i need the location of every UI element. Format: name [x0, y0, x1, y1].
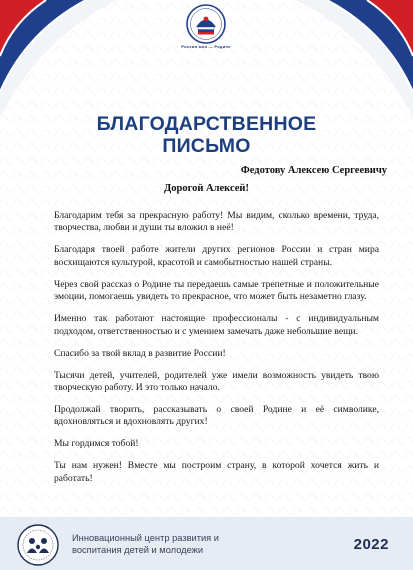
greeting: Дорогой Алексей! — [164, 183, 249, 194]
paragraph: Продолжай творить, рассказывать о своей Родине и её символике, вдохновляться и вдохновлять других! — [54, 404, 379, 428]
paragraph: Именно так работают настоящие профессионалы - с индивидуальным подходом, ответственностью и с умением замечать даже небольшие вещи. — [54, 313, 379, 337]
paragraph: Спасибо за твой вклад в развитие России! — [54, 347, 226, 359]
year-label: 2022 — [353, 536, 389, 553]
paragraph: Мы гордимся тобой! — [54, 438, 139, 450]
organization-name — [72, 532, 262, 556]
paragraph: Благодаря твоей работе жители других регионов России и стран мира восхищаются культурой, красотой и самобытностью нашей страны. — [54, 244, 379, 268]
paragraph: Благодарим тебя за прекрасную работу! Мы видим, сколько времени, труда, творчества, любви и души ты вложил в неё! — [54, 210, 379, 234]
letter-body — [54, 210, 379, 495]
paragraph: Ты нам нужен! Вместе мы построим страну, в которой хочется жить и работать! — [54, 460, 379, 484]
organization-name-line2: воспитания детей и молодежи — [72, 545, 204, 555]
paragraph: Тысячи детей, учителей, родителей уже имели возможность увидеть твою творческую работу. И это только начало. — [54, 369, 379, 394]
letter-title-line1: БЛАГОДАРСТВЕННОЕ — [96, 113, 317, 135]
organization-name-line1: Инновационный центр развития и — [72, 533, 219, 543]
emblem-caption: Россия моя — Родине — [181, 44, 231, 49]
recipient-name: Федотову Алексею Сергеевичу — [240, 165, 387, 176]
organization-logo-icon — [16, 523, 60, 567]
letter-title-line2: ПИСЬМО — [162, 135, 251, 157]
paragraph: Через свой рассказ о Родине ты передаешь самые трепетные и положительные эмоции, помогаешь увидеть то прекрасное, что может быть незаметно глазу. — [54, 278, 379, 303]
